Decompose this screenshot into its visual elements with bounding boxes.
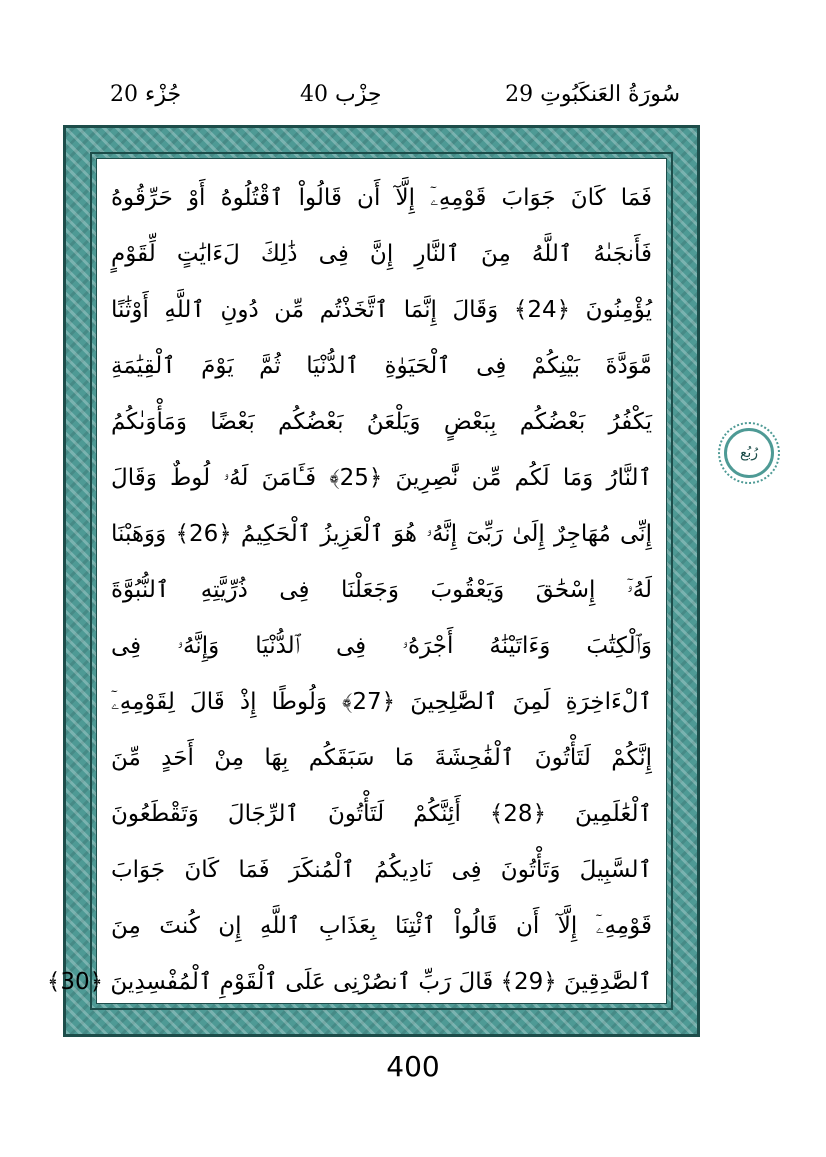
text-line: يُؤْمِنُونَ ﴿24﴾ وَقَالَ إِنَّمَا ٱتَّخَذْتُم مِّن دُونِ ٱللَّهِ أَوْثَٰنًا <box>111 297 653 323</box>
text-line: ٱلصَّٰدِقِينَ ﴿29﴾ قَالَ رَبِّ ٱنصُرْنِى عَلَى ٱلْقَوْمِ ٱلْمُفْسِدِينَ ﴿30﴾ <box>46 969 652 995</box>
text-line: وَٱلْكِتَٰبَ وَءَاتَيْنَٰهُ أَجْرَهُۥ فِى ٱلدُّنْيَا وَإِنَّهُۥ فِى <box>111 633 652 659</box>
page-number: 400 <box>386 1050 440 1083</box>
rub-marker-icon <box>724 428 774 478</box>
text-line: ٱلنَّارُ وَمَا لَكُم مِّن نَّٰصِرِينَ ﴿25﴾ فَـَٔامَنَ لَهُۥ لُوطٌ وَقَالَ <box>111 465 652 491</box>
text-line: ٱلْءَاخِرَةِ لَمِنَ ٱلصَّٰلِحِينَ ﴿27﴾ وَلُوطًا إِذْ قَالَ لِقَوْمِهِۦٓ <box>111 689 652 715</box>
rub-marker-label: رُبُع <box>739 445 759 461</box>
text-line: يَكْفُرُ بَعْضُكُم بِبَعْضٍ وَيَلْعَنُ بَعْضُكُم بَعْضًا وَمَأْوَىٰكُمُ <box>111 409 652 435</box>
text-line: ٱلْعَٰلَمِينَ ﴿28﴾ أَئِنَّكُمْ لَتَأْتُونَ ٱلرِّجَالَ وَتَقْطَعُونَ <box>111 801 652 827</box>
page-header <box>100 82 680 118</box>
text-line: ٱلسَّبِيلَ وَتَأْتُونَ فِى نَادِيكُمُ ٱلْمُنكَرَ فَمَا كَانَ جَوَابَ <box>111 857 652 883</box>
text-line: قَوْمِهِۦٓ إِلَّآ أَن قَالُواْ ٱئْتِنَا بِعَذَابِ ٱللَّهِ إِن كُنتَ مِنَ <box>111 913 652 939</box>
text-area <box>46 158 667 1004</box>
text-line: إِنِّى مُهَاجِرٌ إِلَىٰ رَبِّىٓ إِنَّهُۥ هُوَ ٱلْعَزِيزُ ٱلْحَكِيمُ ﴿26﴾ وَوَهَبْنَا <box>111 521 652 547</box>
surah-title: 29 سُورَةُ العَنكَبُوتِ <box>505 82 680 107</box>
hizb-label: حِزْب 40 <box>300 82 382 107</box>
text-line: إِنَّكُمْ لَتَأْتُونَ ٱلْفَٰحِشَةَ مَا سَبَقَكُم بِهَا مِنْ أَحَدٍ مِّنَ <box>111 745 652 771</box>
juz-label: جُزْء 20 <box>110 82 182 107</box>
text-line: فَأَنجَىٰهُ ٱللَّهُ مِنَ ٱلنَّارِ إِنَّ فِى ذَٰلِكَ لَءَايَٰتٍ لِّقَوْمٍ <box>111 241 652 267</box>
text-line: مَّوَدَّةَ بَيْنِكُمْ فِى ٱلْحَيَوٰةِ ٱلدُّنْيَا ثُمَّ يَوْمَ ٱلْقِيَٰمَةِ <box>111 353 652 379</box>
text-line: لَهُۥٓ إِسْحَٰقَ وَيَعْقُوبَ وَجَعَلْنَا فِى ذُرِّيَّتِهِ ٱلنُّبُوَّةَ <box>111 577 652 603</box>
text-line: فَمَا كَانَ جَوَابَ قَوْمِهِۦٓ إِلَّآ أَن قَالُواْ ٱقْتُلُوهُ أَوْ حَرِّقُوهُ <box>111 185 652 211</box>
ornamental-border <box>46 125 700 1037</box>
